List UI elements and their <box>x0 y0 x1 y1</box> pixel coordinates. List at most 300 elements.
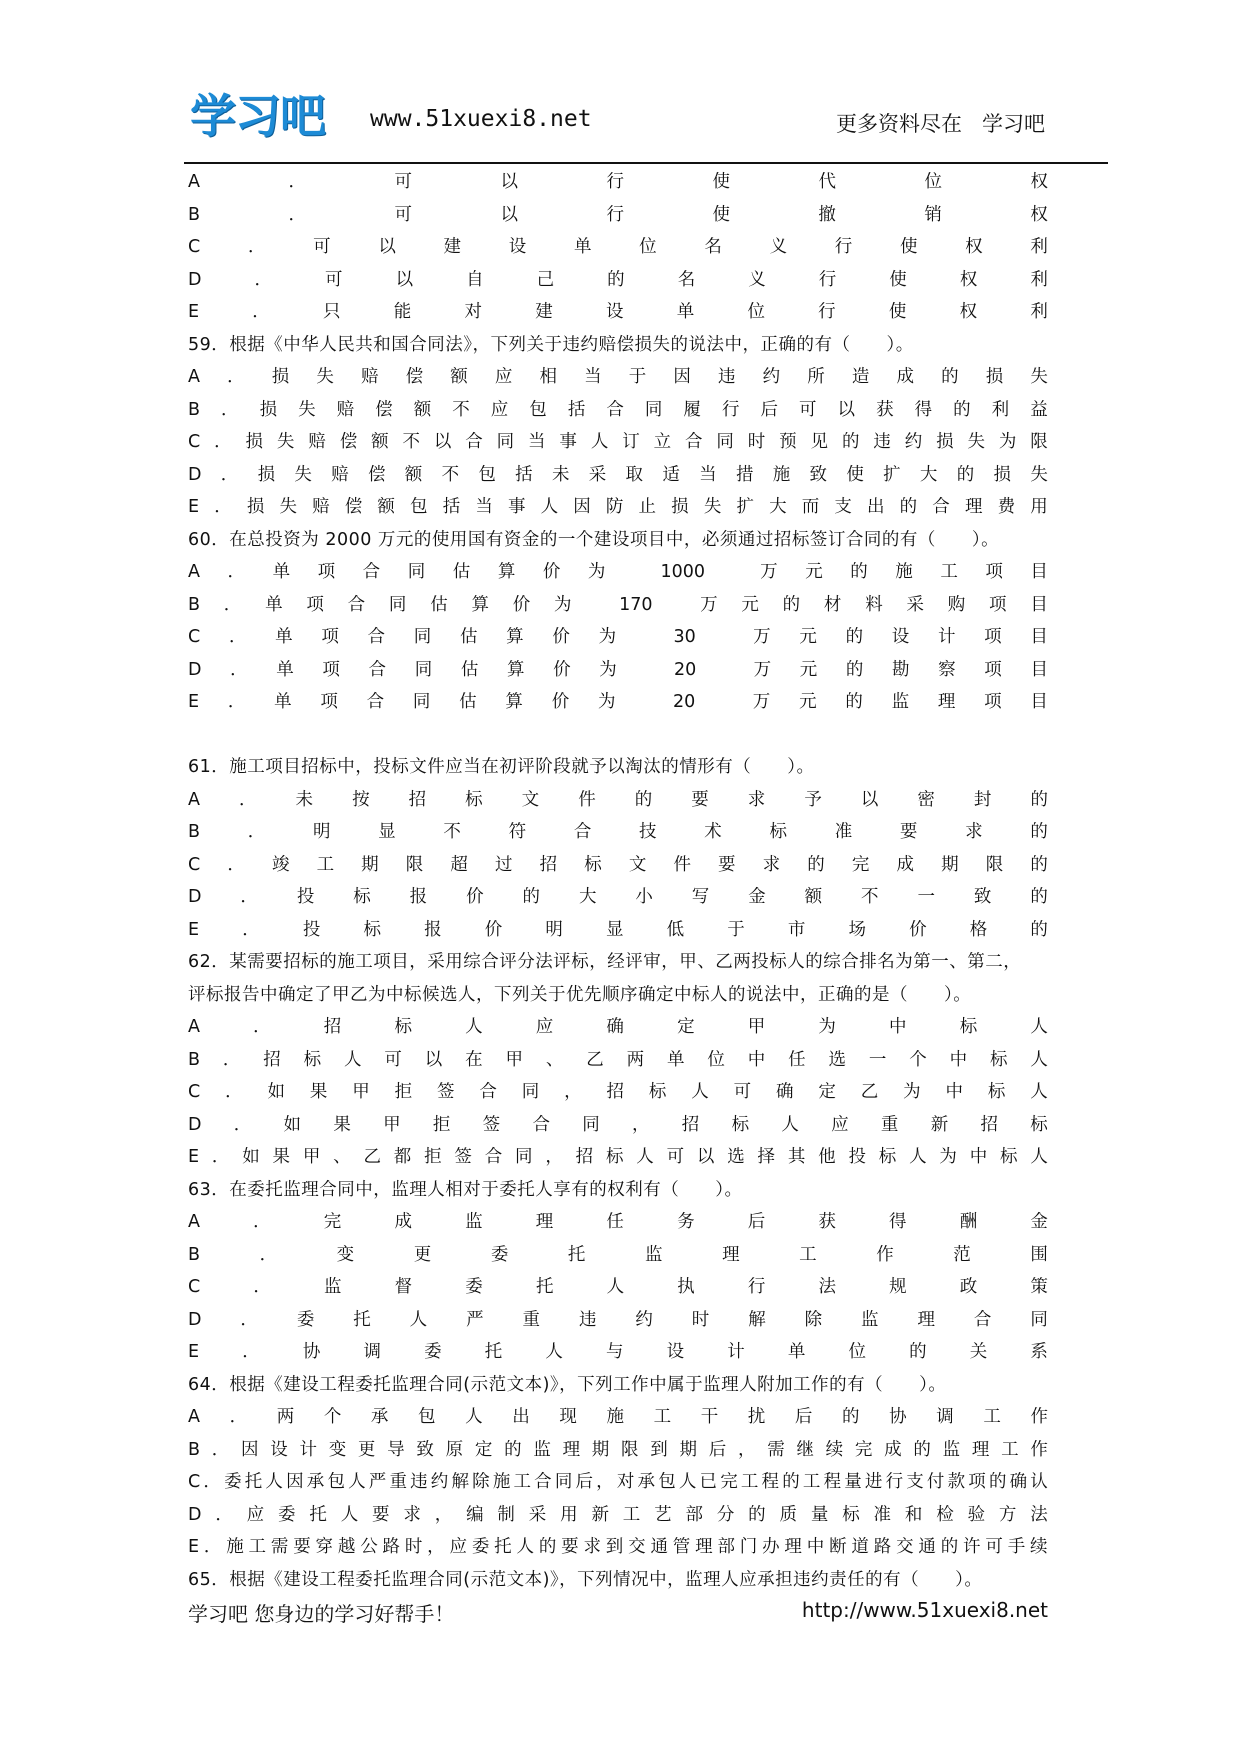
header-slogan: 更多资料尽在 学习吧 <box>836 112 1046 136</box>
option-char: 干 <box>700 1407 719 1427</box>
option-char: 要 <box>372 1504 390 1525</box>
option-char: 履 <box>683 399 701 420</box>
option-char: 和 <box>904 1504 923 1525</box>
option-char: 人 <box>340 1504 359 1525</box>
option-char: 项 <box>968 1472 986 1492</box>
option-char: 招 <box>575 1147 594 1167</box>
option-char: 应 <box>494 367 513 387</box>
option-char: 个 <box>323 1407 342 1427</box>
option-char: 检 <box>936 1504 954 1525</box>
option-char: 偿 <box>339 432 358 452</box>
option-char: 同 <box>644 399 663 420</box>
option-char: 过 <box>495 854 513 875</box>
option-char: 项 <box>984 692 1002 712</box>
option-char: B <box>188 822 201 842</box>
option-char: C <box>188 1277 201 1297</box>
option-char: 人 <box>409 1309 428 1330</box>
option-char: 应 <box>449 1537 467 1557</box>
option-char: 项 <box>320 692 338 712</box>
option-char: 使 <box>899 237 918 257</box>
option-char: 致 <box>973 887 992 907</box>
option-line <box>188 1531 1048 1564</box>
option-char: 中 <box>945 1082 963 1102</box>
option-char: 都 <box>393 1147 412 1167</box>
option-char: 监 <box>861 1309 879 1330</box>
option-char: 人 <box>590 432 609 452</box>
option-char: 管 <box>672 1537 691 1557</box>
option-char: 使 <box>712 172 730 192</box>
option-char: ． <box>247 237 266 257</box>
option-char: 务 <box>677 1212 695 1232</box>
option-line <box>188 1076 1048 1109</box>
option-char: 变 <box>328 1439 347 1460</box>
option-char: 时 <box>691 1309 710 1330</box>
option-char: 设 <box>666 1342 685 1362</box>
option-char: 使 <box>888 302 907 322</box>
option-char: 方 <box>998 1504 1017 1525</box>
option-char: 、 <box>333 1147 351 1167</box>
footer-slogan: 学习吧 您身边的学习好帮手！ <box>188 1602 455 1626</box>
option-char: 与 <box>605 1342 624 1362</box>
option-char: 报 <box>409 887 428 907</box>
header-url[interactable]: www.51xuexi8.net <box>370 106 592 132</box>
option-char: 的 <box>953 399 971 420</box>
option-char: 材 <box>823 594 842 615</box>
option-char: 严 <box>466 1309 484 1330</box>
option-char: 标 <box>731 1114 750 1135</box>
option-char: 赔 <box>312 497 330 517</box>
option-char: 估 <box>459 692 477 712</box>
option-char: 导 <box>387 1439 405 1460</box>
option-char: 项 <box>317 562 336 582</box>
option-char: 工 <box>940 562 958 582</box>
option-char: 门 <box>739 1537 758 1557</box>
option-char: 续 <box>1030 1537 1048 1557</box>
option-char: 显 <box>605 919 624 940</box>
option-char: 勘 <box>892 659 910 680</box>
option-char: 明 <box>312 822 331 842</box>
option-char: 需 <box>767 1439 785 1460</box>
option-char: 的 <box>748 1504 766 1525</box>
option-char: 确 <box>606 1017 624 1037</box>
question-line: 59．根据《中华人民共和国合同法》，下列关于违约赔偿损失的说法中，正确的有（ ）。 <box>188 334 914 355</box>
option-char: 乙 <box>363 1147 381 1167</box>
option-char: 用 <box>1030 497 1048 517</box>
option-char: 如 <box>283 1114 302 1135</box>
option-char: ． <box>229 1407 248 1427</box>
option-char: 合 <box>484 1147 503 1167</box>
option-char: 价 <box>542 562 561 582</box>
option-line <box>188 1336 1048 1369</box>
option-char: 合 <box>479 1082 497 1102</box>
option-char: 料 <box>865 594 883 615</box>
option-char: 中 <box>806 1537 825 1557</box>
option-char: 理 <box>971 1439 990 1460</box>
option-char: 违 <box>717 367 736 387</box>
option-char: 额 <box>413 399 432 420</box>
option-char: 大 <box>919 464 938 485</box>
option-char: 止 <box>638 497 657 517</box>
option-char: 以 <box>837 399 856 420</box>
question-line: 65．根据《建设工程委托监理合同(示范文本)》，下列情况中，监理人应承担违约责任的有（ ）。 <box>188 1569 983 1590</box>
option-char: 权 <box>1030 172 1048 192</box>
option-char: 确 <box>1009 1472 1028 1492</box>
option-char: 察 <box>938 659 956 680</box>
option-char: 同 <box>582 1114 600 1135</box>
option-char: 果 <box>333 1114 351 1135</box>
option-line <box>188 231 1048 264</box>
option-char: 后 <box>575 1472 593 1492</box>
option-char: 程 <box>761 1472 780 1492</box>
option-char: 以 <box>433 432 452 452</box>
option-char: 以 <box>424 1049 443 1070</box>
option-char: 其 <box>787 1147 806 1167</box>
option-char: 建 <box>443 237 462 257</box>
option-char: 只 <box>323 302 341 322</box>
option-char: 托 <box>244 1472 263 1492</box>
option-char: 术 <box>704 822 722 842</box>
option-line <box>188 1304 1048 1337</box>
option-char: 单 <box>573 237 592 257</box>
option-char: 要 <box>718 854 736 875</box>
option-char: 人 <box>678 1472 697 1492</box>
option-char: 算 <box>497 562 516 582</box>
option-char: 后 <box>747 1212 766 1232</box>
option-char: 损 <box>259 399 278 420</box>
option-char: B <box>188 594 201 615</box>
option-line <box>188 784 1048 817</box>
option-char: 利 <box>1030 237 1048 257</box>
option-line <box>188 459 1048 492</box>
option-char: E <box>188 919 200 940</box>
option-char: 托 <box>309 1504 327 1525</box>
option-line <box>188 1271 1048 1304</box>
option-char: 约 <box>430 1472 449 1492</box>
option-char: ． <box>252 302 270 322</box>
option-char: 出 <box>867 497 885 517</box>
option-char: 路 <box>873 1537 892 1557</box>
option-char: 购 <box>947 594 966 615</box>
option-char: 得 <box>914 399 933 420</box>
option-char: 为 <box>939 1147 957 1167</box>
option-char: 项 <box>321 627 339 647</box>
header-divider <box>184 162 1108 164</box>
option-char: 措 <box>735 464 754 485</box>
option-line <box>188 1206 1048 1239</box>
option-char: 的 <box>1030 789 1048 810</box>
option-char: 人 <box>781 1114 799 1135</box>
option-char: 万 <box>700 594 718 615</box>
option-char: 标 <box>353 887 371 907</box>
option-char: 致 <box>809 464 828 485</box>
option-char: 格 <box>969 919 988 940</box>
option-char: 标 <box>990 1049 1008 1070</box>
option-char: 价 <box>466 887 484 907</box>
option-char: 两 <box>626 1049 645 1070</box>
option-line <box>188 556 1048 589</box>
option-char: 位 <box>848 1342 866 1362</box>
document-body <box>188 166 1048 1596</box>
option-char: 托 <box>535 1277 554 1297</box>
option-char: A <box>188 367 200 387</box>
option-char: B <box>188 1049 201 1070</box>
option-char: 同 <box>412 692 431 712</box>
option-char: ． <box>214 497 232 517</box>
option-char: 、 <box>545 1049 564 1070</box>
option-char: 估 <box>452 562 471 582</box>
option-char: D <box>188 1504 202 1525</box>
option-char: 采 <box>906 594 924 615</box>
option-char: 应 <box>535 1017 554 1037</box>
option-char: 为 <box>597 692 616 712</box>
option-char: 大 <box>769 497 787 517</box>
option-line <box>188 199 1048 232</box>
option-char: 成 <box>896 367 914 387</box>
option-char: 解 <box>748 1309 766 1330</box>
option-char: 行 <box>606 172 624 192</box>
option-char: 理 <box>562 1439 581 1460</box>
option-char: 限 <box>1030 432 1048 452</box>
option-char: 作 <box>1030 1407 1048 1427</box>
option-char: 继 <box>796 1439 814 1460</box>
option-char: 事 <box>507 497 526 517</box>
option-char: 于 <box>628 367 647 387</box>
option-char: C <box>188 627 201 647</box>
option-char: 偿 <box>367 464 386 485</box>
option-char: 利 <box>1030 302 1048 322</box>
option-char: 义 <box>748 269 766 290</box>
option-char: 投 <box>848 1147 866 1167</box>
option-char: 当 <box>475 497 493 517</box>
option-char: 托 <box>484 1342 503 1362</box>
option-char: 算 <box>506 659 525 680</box>
option-char: 事 <box>559 432 577 452</box>
option-char: 拒 <box>432 1114 451 1135</box>
option-char: 手 <box>1007 1537 1026 1557</box>
option-char: C <box>188 237 201 257</box>
option-char: 代 <box>818 172 836 192</box>
option-char: 项 <box>985 562 1003 582</box>
option-char: 30 <box>673 627 696 647</box>
option-char: 失 <box>316 367 334 387</box>
option-char: 穿 <box>315 1537 334 1557</box>
option-char: 合 <box>534 1472 552 1492</box>
option-char: 解 <box>451 1472 469 1492</box>
option-char: 求 <box>762 854 781 875</box>
option-char: 拒 <box>394 1082 413 1102</box>
option-char: B <box>188 1244 201 1265</box>
option-char: 损 <box>936 432 954 452</box>
option-char: 监 <box>533 1439 551 1460</box>
option-char: 期 <box>591 1439 610 1460</box>
option-char: 认 <box>1030 1472 1048 1492</box>
option-char: 标 <box>959 1017 978 1037</box>
option-char: 标 <box>584 854 602 875</box>
option-char: 不 <box>441 464 460 485</box>
option-char: 任 <box>788 1049 806 1070</box>
option-char: 使 <box>712 204 730 225</box>
option-char: 项 <box>322 659 340 680</box>
option-char: 的 <box>538 1537 557 1557</box>
option-char: 同 <box>496 432 515 452</box>
option-char: 损 <box>246 497 265 517</box>
option-char: 件 <box>578 789 596 810</box>
option-char: ． <box>211 1147 230 1167</box>
option-char: 以 <box>378 237 396 257</box>
option-char: 万 <box>760 562 778 582</box>
option-char: 通 <box>918 1537 936 1557</box>
option-char: 期 <box>361 854 379 875</box>
option-char: 定 <box>474 1439 493 1460</box>
option-char: 选 <box>828 1049 847 1070</box>
option-char: 求 <box>403 1504 421 1525</box>
option-char: 标 <box>1030 1114 1048 1135</box>
option-char: 额 <box>450 367 468 387</box>
question-line: 63．在委托监理合同中，监理人相对于委托人享有的权利有（ ）。 <box>188 1179 743 1200</box>
option-line <box>188 1434 1048 1467</box>
option-line <box>188 264 1048 297</box>
option-char: 销 <box>924 204 942 225</box>
option-char: 为 <box>818 1017 836 1037</box>
option-char: 显 <box>378 822 396 842</box>
option-char: 以 <box>500 204 518 225</box>
option-char: 而 <box>801 497 820 517</box>
option-char: E <box>188 1147 200 1167</box>
option-char: ． <box>253 1212 271 1232</box>
option-char: 甲 <box>747 1017 766 1037</box>
option-char: A <box>188 1407 200 1427</box>
option-char: 失 <box>294 464 312 485</box>
option-char: 的 <box>782 594 801 615</box>
option-char: 算 <box>471 594 489 615</box>
option-char: 更 <box>413 1244 432 1265</box>
option-char: 失 <box>967 432 985 452</box>
option-char: 市 <box>787 919 806 940</box>
footer-url[interactable]: http://www.51xuexi8.net <box>801 1598 1048 1622</box>
option-char: 金 <box>748 887 766 907</box>
option-char: 的 <box>899 497 918 517</box>
option-char: 乙 <box>860 1082 879 1102</box>
option-char: 理 <box>917 1309 935 1330</box>
option-char: 调 <box>363 1342 381 1362</box>
option-char: 同 <box>554 1472 573 1492</box>
option-char: 督 <box>394 1277 413 1297</box>
option-char: 赔 <box>331 464 349 485</box>
option-char: 限 <box>621 1439 639 1460</box>
option-char: 赔 <box>336 399 355 420</box>
option-char: 益 <box>1030 399 1048 420</box>
option-char: 估 <box>459 627 478 647</box>
option-char: ， <box>596 1472 614 1492</box>
question-line: 评标报告中确定了甲乙为中标候选人，下列关于优先顺序确定中标人的说法中，正确的是（ ）。 <box>188 984 972 1005</box>
option-char: 工 <box>622 1504 641 1525</box>
option-char: 技 <box>639 822 657 842</box>
option-char: 万 <box>752 692 771 712</box>
option-char: 后 <box>794 1407 813 1427</box>
option-char: 两 <box>276 1407 295 1427</box>
option-char: 要 <box>691 789 709 810</box>
option-char: 可 <box>313 237 331 257</box>
option-char: 更 <box>357 1439 376 1460</box>
option-char: 协 <box>302 1342 321 1362</box>
option-char: 权 <box>959 302 978 322</box>
option-char: 招 <box>980 1114 998 1135</box>
option-char: 进 <box>864 1472 883 1492</box>
option-char: 定 <box>818 1082 836 1102</box>
option-char: 不 <box>452 399 470 420</box>
option-char: 的 <box>845 659 864 680</box>
option-char: 万 <box>753 659 772 680</box>
option-char: 委 <box>490 1244 509 1265</box>
option-char: 不 <box>861 887 879 907</box>
option-char: ， <box>434 1504 453 1525</box>
option-char: 额 <box>404 464 423 485</box>
option-char: 名 <box>677 269 696 290</box>
option-char: 范 <box>953 1244 971 1265</box>
option-char: 交 <box>628 1537 646 1557</box>
option-char: 名 <box>704 237 722 257</box>
option-char: 失 <box>1030 367 1048 387</box>
option-char: 人 <box>265 1472 283 1492</box>
option-char: ． <box>239 789 257 810</box>
option-char: 价 <box>552 627 570 647</box>
option-char: 要 <box>561 1537 579 1557</box>
blank-line <box>188 719 1048 752</box>
option-char: 标 <box>648 1082 667 1102</box>
option-char: 路 <box>382 1537 401 1557</box>
option-line <box>188 914 1048 947</box>
option-char: 可 <box>733 1082 752 1102</box>
option-line <box>188 686 1048 719</box>
option-line <box>188 621 1048 654</box>
option-char: ． <box>203 1472 221 1492</box>
option-char: 行 <box>834 237 853 257</box>
option-char: 为 <box>598 627 617 647</box>
site-logo: 学习吧 <box>190 89 325 143</box>
option-char: 果 <box>309 1082 328 1102</box>
option-char: 项 <box>306 594 324 615</box>
option-char: 中 <box>969 1147 988 1167</box>
option-char: 可 <box>394 204 412 225</box>
option-char: 所 <box>807 367 825 387</box>
option-char: 的 <box>941 367 959 387</box>
option-char: A <box>188 789 200 810</box>
option-char: 新 <box>930 1114 949 1135</box>
option-char: 低 <box>666 919 685 940</box>
option-char: A <box>188 1017 200 1037</box>
option-char: 按 <box>352 789 370 810</box>
option-char: 标 <box>363 919 381 940</box>
option-char: 准 <box>873 1504 892 1525</box>
option-char: 利 <box>1030 269 1048 290</box>
option-char: D <box>188 464 202 485</box>
question-line: 61．施工项目招标中，投标文件应当在初评阶段就予以淘汰的情形有（ ）。 <box>188 757 815 777</box>
option-char: 可 <box>384 1049 402 1070</box>
option-char: 应 <box>490 399 509 420</box>
option-char: 托 <box>353 1309 371 1330</box>
option-char: C <box>188 854 201 875</box>
option-char: 标 <box>987 1082 1006 1102</box>
option-char: 计 <box>937 627 956 647</box>
option-char: 工 <box>799 1244 817 1265</box>
option-char: 质 <box>779 1504 798 1525</box>
option-char: ． <box>227 367 245 387</box>
option-char: 文 <box>628 854 647 875</box>
option-char: 超 <box>450 854 468 875</box>
option-char: 以 <box>395 269 414 290</box>
option-char: 一 <box>917 887 935 907</box>
option-char: 合 <box>347 594 366 615</box>
